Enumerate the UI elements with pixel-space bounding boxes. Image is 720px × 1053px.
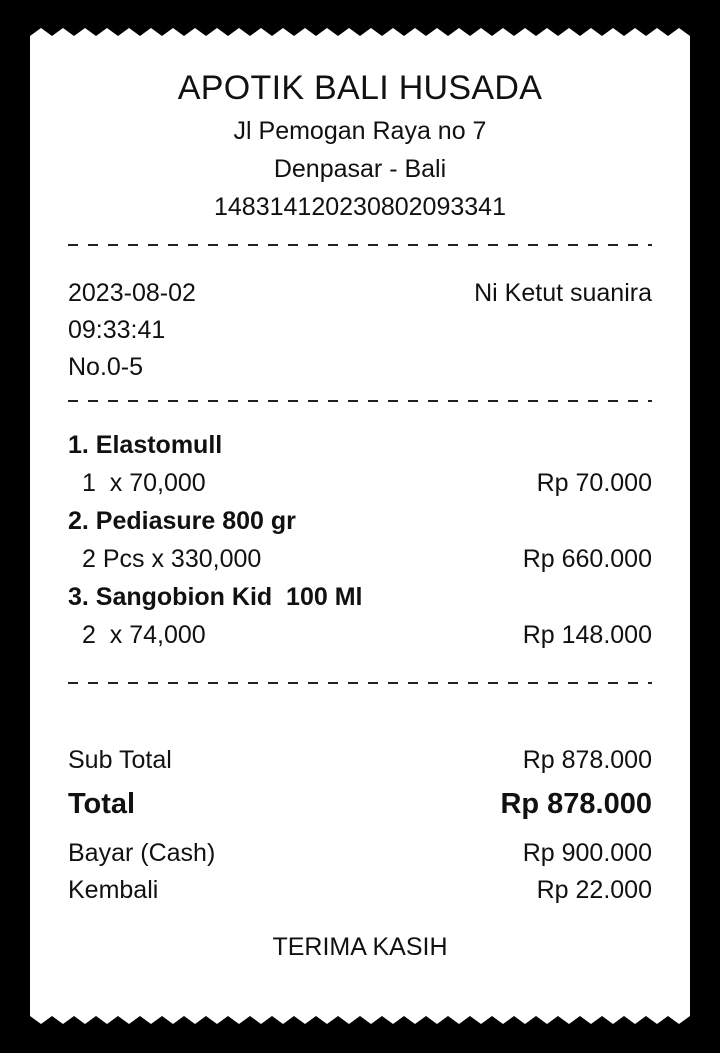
- divider-summary: [68, 682, 652, 684]
- change-label: Kembali: [68, 876, 159, 904]
- customer-name: Ni Ketut suanira: [474, 279, 652, 307]
- transaction-date: 2023-08-02: [68, 279, 196, 307]
- transaction-number: No.0-5: [68, 353, 144, 381]
- total-row: [68, 787, 652, 821]
- transaction-time: 09:33:41: [68, 316, 166, 344]
- total-label: Total: [68, 788, 136, 820]
- receipt-content: [68, 28, 652, 1024]
- store-name: APOTIK BALI HUSADA: [177, 69, 543, 107]
- item-2-detail-row: [68, 544, 652, 574]
- paid-value: Rp 900.000: [522, 839, 652, 867]
- store-city: Denpasar - Bali: [273, 155, 447, 183]
- subtotal-row: [68, 745, 652, 775]
- item-1-amount: Rp 70.000: [536, 469, 652, 497]
- item-3-name: 3. Sangobion Kid 100 Ml: [68, 583, 363, 611]
- receipt-id: 148314120230802093341: [214, 193, 506, 221]
- receipt: [30, 28, 690, 1024]
- store-address: Jl Pemogan Raya no 7: [233, 117, 487, 145]
- change-row: [68, 875, 652, 905]
- subtotal-value: Rp 878.000: [522, 746, 652, 774]
- item-2-qty: 2 Pcs x 330,000: [82, 545, 262, 573]
- divider-top: [68, 244, 652, 246]
- paid-label: Bayar (Cash): [68, 839, 216, 867]
- item-2-amount: Rp 660.000: [522, 545, 652, 573]
- item-2-name: 2. Pediasure 800 gr: [68, 507, 296, 535]
- item-1-qty: 1 x 70,000: [82, 469, 206, 497]
- paid-row: [68, 838, 652, 868]
- change-value: Rp 22.000: [536, 876, 652, 904]
- item-3-amount: Rp 148.000: [522, 621, 652, 649]
- item-1-detail-row: [68, 468, 652, 498]
- item-3-qty: 2 x 74,000: [82, 621, 206, 649]
- thank-you-text: TERIMA KASIH: [272, 933, 448, 961]
- item-1-name: 1. Elastomull: [68, 431, 223, 459]
- subtotal-label: Sub Total: [68, 746, 172, 774]
- item-3-detail-row: [68, 620, 652, 650]
- divider-items: [68, 400, 652, 402]
- transaction-date-row: [68, 278, 652, 308]
- total-value: Rp 878.000: [500, 788, 652, 820]
